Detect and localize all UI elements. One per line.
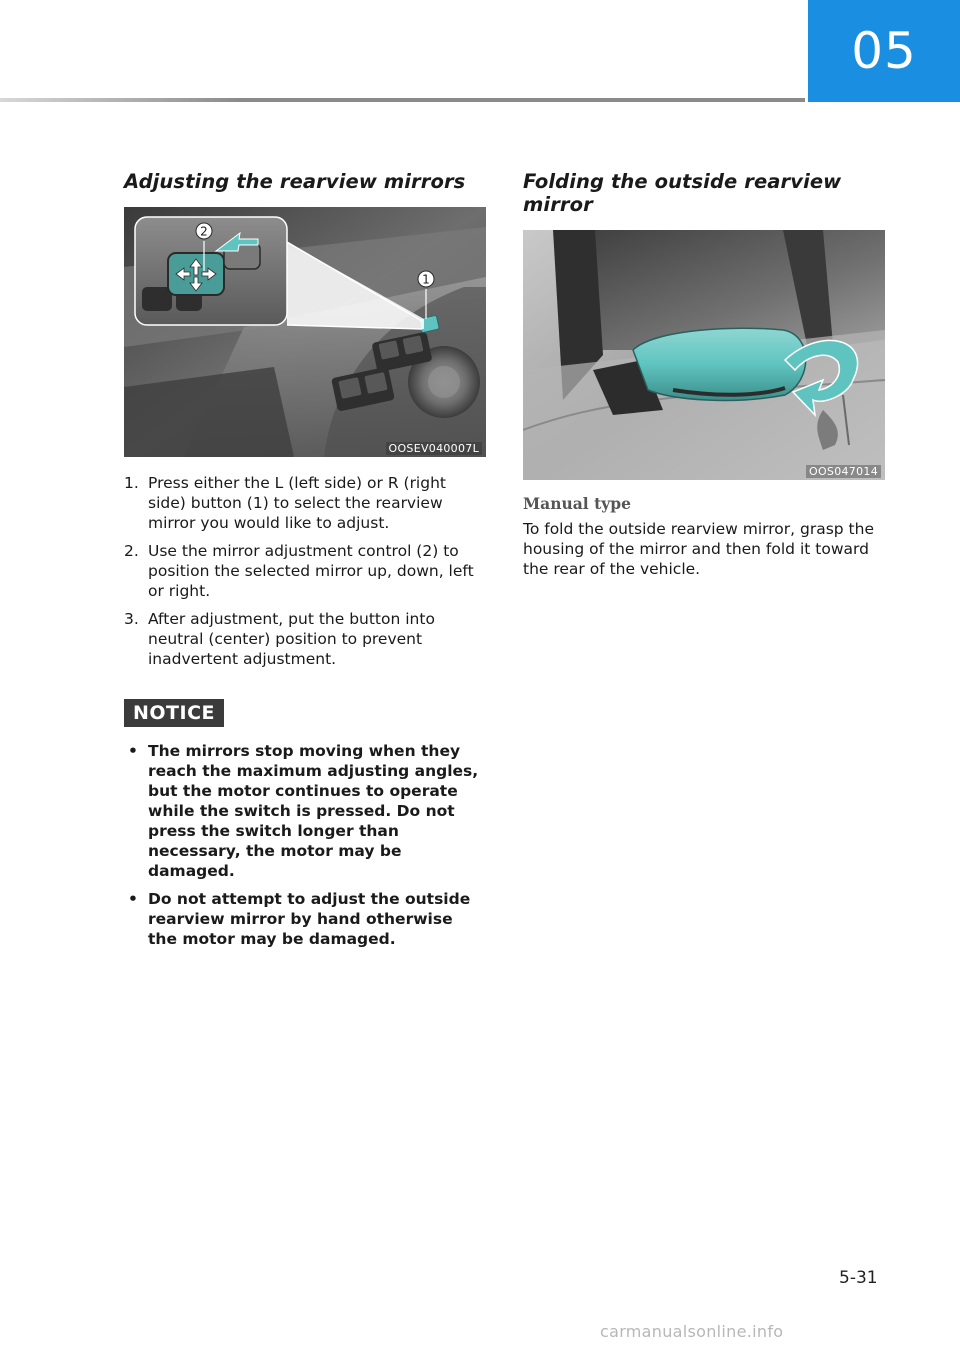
bullet: • bbox=[128, 890, 138, 908]
step-text: After adjustment, put the button into neutral (center) position to prevent inadvertent adjustment. bbox=[148, 610, 435, 668]
page-number: 5-31 bbox=[839, 1268, 878, 1288]
left-column bbox=[124, 170, 486, 957]
notice-list bbox=[124, 741, 486, 949]
step-number: 1. bbox=[124, 474, 139, 492]
section-title-folding: Folding the outside rearview mirror bbox=[523, 170, 842, 216]
list-item bbox=[124, 473, 486, 533]
step-number: 3. bbox=[124, 610, 139, 628]
right-column bbox=[523, 170, 885, 579]
notice-text: The mirrors stop moving when they reach the maximum adjusting angles, but the motor continues to operate while the switch is pressed. Do not press the switch longer than necessary, the motor may be damaged. bbox=[148, 742, 479, 880]
step-number: 2. bbox=[124, 542, 139, 560]
list-item bbox=[124, 741, 486, 881]
figure-mirror-switch bbox=[124, 207, 486, 457]
list-item bbox=[124, 609, 486, 669]
step-text: Press either the L (left side) or R (right side) button (1) to select the rearview mirror you would like to adjust. bbox=[148, 474, 446, 532]
figure-folding-mirror bbox=[523, 230, 885, 480]
section-title-adjusting: Adjusting the rearview mirrors bbox=[124, 170, 466, 193]
bullet: • bbox=[128, 742, 138, 760]
step-text: Use the mirror adjustment control (2) to position the selected mirror up, down, left or right. bbox=[148, 542, 474, 600]
steps-list bbox=[124, 473, 486, 669]
chapter-tab bbox=[808, 0, 960, 102]
figure-code: OOS047014 bbox=[806, 465, 881, 478]
notice-badge: NOTICE bbox=[124, 699, 224, 727]
outside-mirror-illustration bbox=[523, 230, 885, 480]
callout-2: 2 bbox=[200, 224, 208, 239]
list-item bbox=[124, 889, 486, 949]
figure-code: OOSEV040007L bbox=[386, 442, 483, 455]
chapter-number: 05 bbox=[851, 22, 917, 80]
watermark: carmanualsonline.info bbox=[600, 1322, 784, 1341]
list-item bbox=[124, 541, 486, 601]
subhead-manual-type: Manual type bbox=[523, 494, 631, 513]
header-rule bbox=[0, 98, 805, 102]
door-panel-illustration bbox=[124, 207, 486, 457]
notice-text: Do not attempt to adjust the outside rearview mirror by hand otherwise the motor may be damaged. bbox=[148, 890, 471, 948]
callout-1: 1 bbox=[422, 272, 430, 287]
body-text: To fold the outside rearview mirror, grasp the housing of the mirror and then fold it toward the rear of the vehicle. bbox=[523, 520, 874, 578]
